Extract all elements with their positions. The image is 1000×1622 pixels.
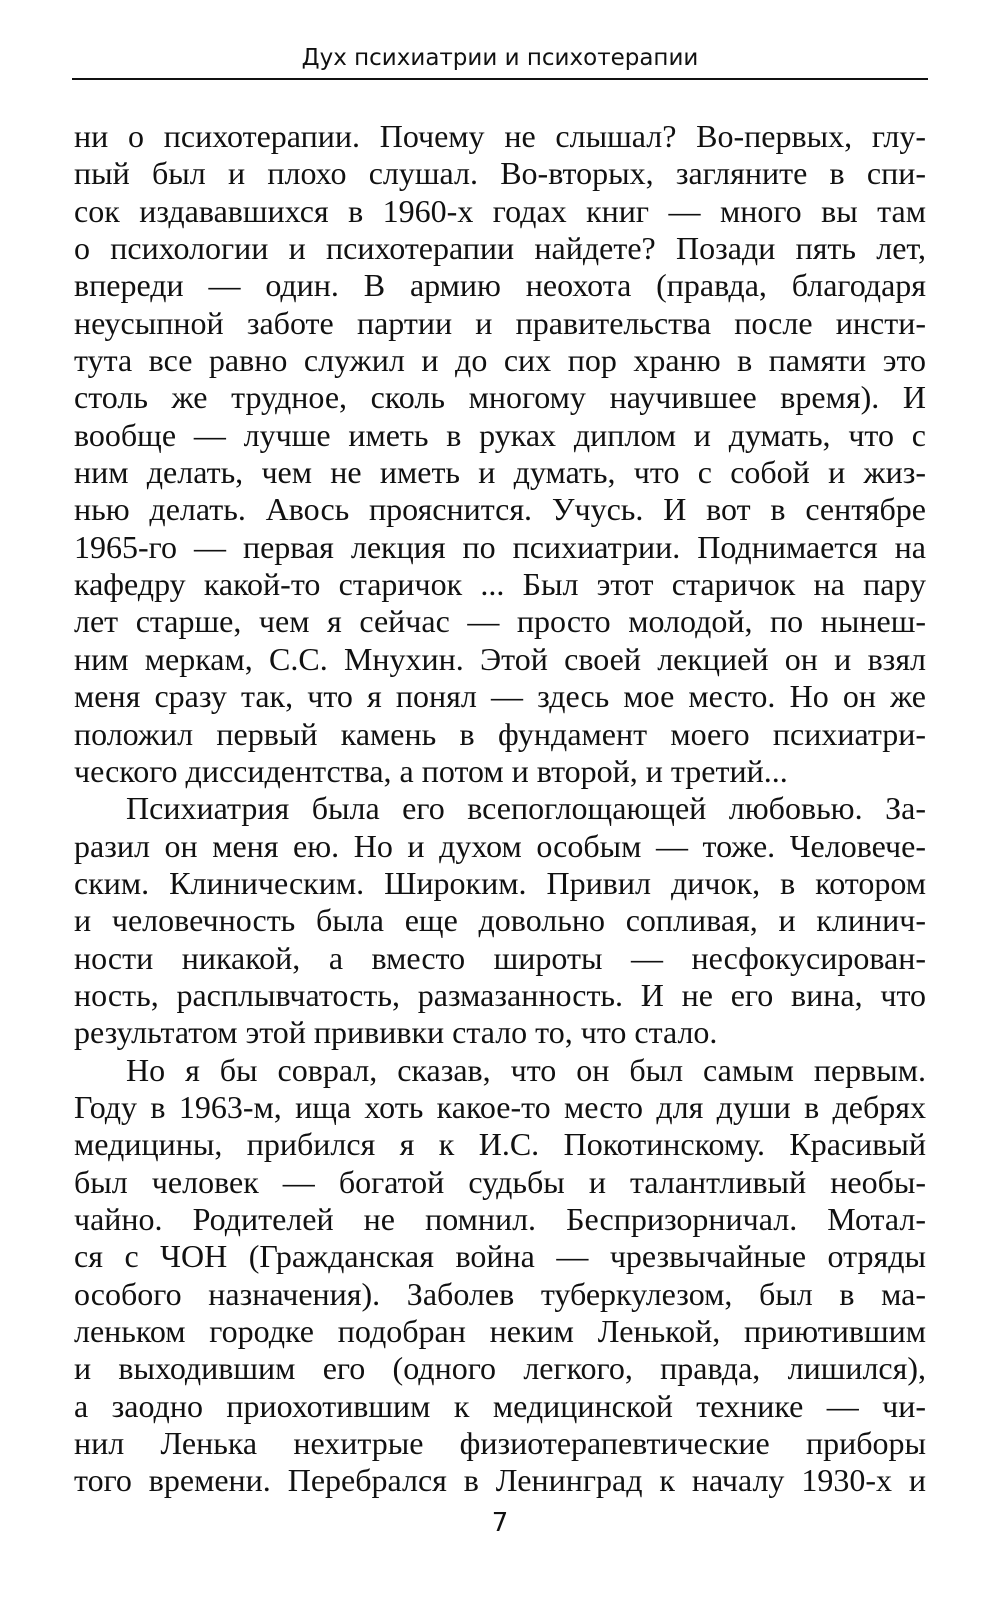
page-number: 7 (491, 1508, 509, 1538)
text-line: Году в 1963-м, ища хоть какое-то место для души в дебрях (74, 1088, 926, 1125)
text-line: пый был и плохо слушал. Во-вторых, загляните в спи- (74, 155, 926, 192)
text-line: того времени. Перебрался в Ленинград к началу 1930-х и (74, 1462, 926, 1499)
running-header (72, 44, 928, 80)
text-line: нью делать. Авось прояснится. Учусь. И вот в сентябре (74, 491, 926, 528)
text-line: ся с ЧОН (Гражданская война — чрезвычайные отряды (74, 1238, 926, 1275)
text-line: ность, расплывчатость, размазанность. И не его вина, что (74, 976, 926, 1013)
text-line: леньком городке подобран неким Ленькой, приютившим (74, 1313, 926, 1349)
text-line: ним меркам, С.С. Мнухин. Этой своей лекцией он и взял (74, 640, 926, 677)
body-text (74, 118, 926, 1500)
text-line: кафедру какой-то старичок ... Был этот старичок на пару (74, 566, 926, 603)
text-line: вообще — лучше иметь в руках диплом и думать, что с (74, 416, 926, 453)
text-line: и человечность была еще довольно сопливая, и клинич- (74, 902, 926, 939)
text-line: особого назначения). Заболев туберкулезом, был в ма- (74, 1275, 926, 1312)
text-line: о психологии и психотерапии найдете? Позади пять лет, (74, 230, 926, 267)
text-line: чайно. Родителей не помнил. Беспризорничал. Мотал- (74, 1200, 926, 1237)
text-line: был человек — богатой судьбы и талантливый необы- (74, 1163, 926, 1200)
text-line: медицины, прибился я к И.С. Покотинскому. Красивый (74, 1126, 926, 1163)
text-line: 1965-го — первая лекция по психиатрии. Поднимается на (74, 528, 926, 565)
text-line: и выходившим его (одного легкого, правда, лишился), (74, 1350, 926, 1387)
text-line: лет старше, чем я сейчас — просто молодой, по нынеш- (74, 603, 926, 640)
text-line: разил он меня ею. Но и духом особым — тоже. Человече- (74, 827, 926, 864)
text-line: меня сразу так, что я понял — здесь мое место. Но он же (74, 678, 926, 715)
text-line: столь же трудное, сколь многому научившее время). И (74, 379, 926, 416)
text-line: ности никакой, а вместо широты — несфокусирован- (74, 939, 926, 976)
text-line: положил первый камень в фундамент моего психиатри- (74, 715, 926, 752)
text-line: сок издававшихся в 1960-х годах книг — много вы там (74, 192, 926, 229)
text-line: а заодно приохотившим к медицинской технике — чи- (74, 1387, 926, 1424)
text-line: ческого диссидентства, а потом и второй, и третий... (74, 752, 788, 789)
text-line: ским. Клиническим. Широким. Привил дичок, в котором (74, 864, 926, 901)
text-line: ни о психотерапии. Почему не слышал? Во-первых, глу- (74, 118, 926, 154)
text-line: впереди — один. В армию неохота (правда, благодаря (74, 267, 926, 304)
running-header-title: Дух психиатрии и психотерапии (301, 45, 699, 71)
text-line: нил Ленька нехитрые физиотерапевтические приборы (74, 1425, 926, 1462)
text-line: тута все равно служил и до сих пор храню в памяти это (74, 342, 926, 379)
text-line: Но я бы соврал, сказав, что он был самым первым. (126, 1051, 926, 1088)
text-line: неусыпной заботе партии и правительства после инсти- (74, 304, 926, 341)
text-line: результатом этой прививки стало то, что стало. (74, 1014, 718, 1051)
text-line: Психиатрия была его всепоглощающей любовью. За- (126, 790, 926, 827)
text-line: ним делать, чем не иметь и думать, что с собой и жиз- (74, 454, 926, 491)
